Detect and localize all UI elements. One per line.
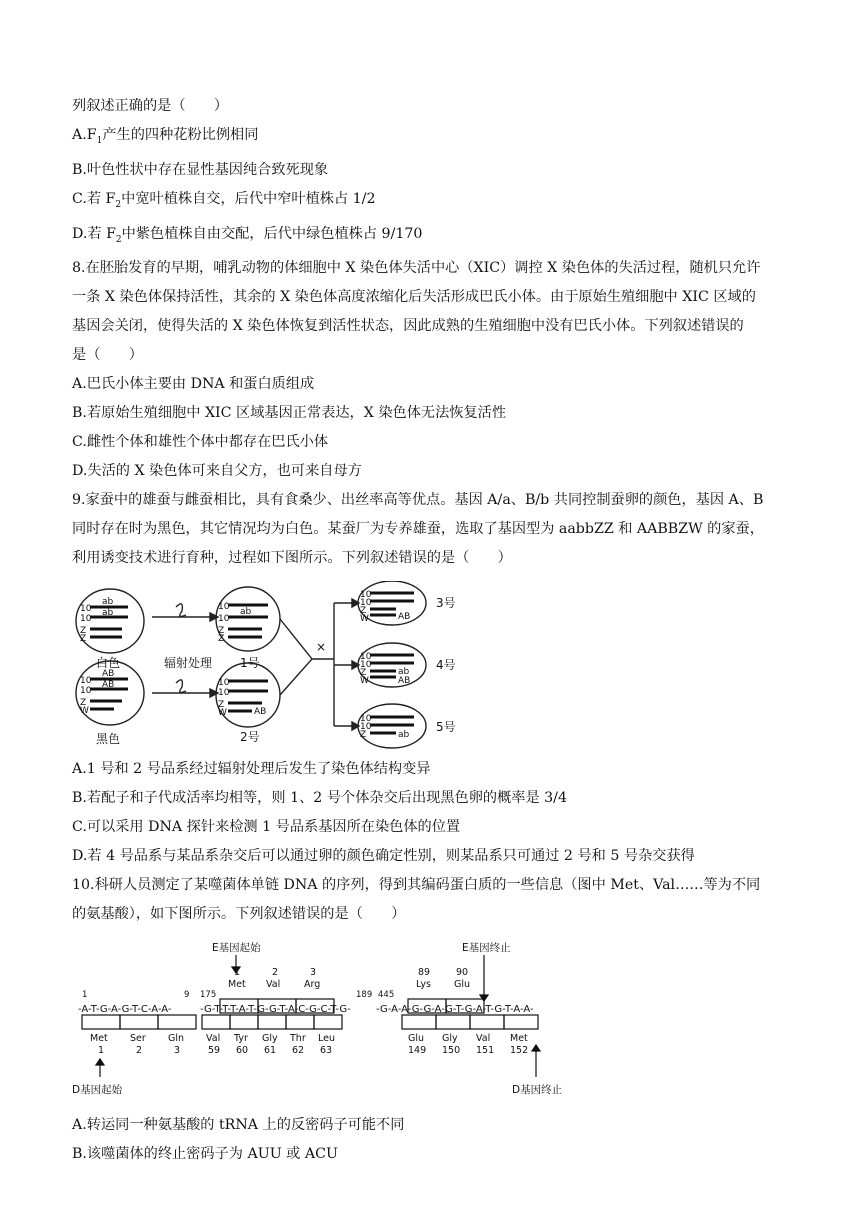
gene-label: AB	[398, 612, 411, 623]
chromosome-label: 10	[360, 714, 372, 725]
q8-option-c: C.雌性个体和雄性个体中都存在巴氏小体	[72, 434, 329, 451]
strain-1-label: 1号	[240, 656, 260, 671]
q8-option-a: A.巴氏小体主要由 DNA 和蛋白质组成	[72, 376, 315, 393]
sex-chromosome-label: W	[80, 706, 89, 717]
chromosome-label: 10	[360, 722, 372, 733]
gene-label: AB	[102, 680, 115, 691]
chromosome-label: 10	[218, 678, 230, 689]
sequence-position: 9	[184, 990, 190, 1001]
radiation-bolt-icon	[176, 604, 186, 617]
sex-chromosome-label: W	[360, 614, 369, 625]
sequence-position: 175	[200, 990, 217, 1001]
d-aa-number: 2	[136, 1045, 143, 1057]
e-aa-number: 3	[310, 967, 317, 979]
q10-stem-line: 的氨基酸），如下图所示。下列叙述错误的是（ ）	[72, 906, 406, 923]
chromosome-label: 10	[218, 614, 230, 625]
q7-option-b: B.叶色性状中存在显性基因纯合致死现象	[72, 161, 329, 178]
silkworm-breeding-figure	[72, 581, 800, 749]
strain-2-label: 2号	[240, 730, 260, 745]
d-aa-name: Met	[90, 1033, 108, 1045]
dna-sequence-segment-1: -A-T-G-A-G-T-C-A-A-	[78, 1004, 172, 1016]
sex-chromosome-label: Z	[360, 730, 367, 741]
d-aa-name: Gly	[262, 1033, 278, 1045]
q7-stem-tail: 列叙述正确的是（ ）	[72, 98, 229, 114]
q8-stem-line: 一条 X 染色体保持活性，其余的 X 染色体高度浓缩化后失活形成巴氏小体。由于原始生殖细胞中 XIC 区域的	[72, 289, 756, 306]
q8-stem-line: 基因会关闭，使得失活的 X 染色体恢复到活性状态，因此成熟的生殖细胞中没有巴氏小体。下列叙述错误的	[72, 318, 744, 335]
chromosome-label: 10	[80, 614, 92, 625]
q9-stem-line: 利用诱变技术进行育种，过程如下图所示。下列叙述错误的是（ ）	[72, 550, 512, 567]
q8-stem-line: 是（ ）	[72, 347, 143, 364]
sequence-position: 445	[378, 990, 395, 1001]
strain-4-label: 4号	[436, 658, 456, 673]
d-aa-name: Val	[476, 1033, 491, 1045]
q7-option-a: $A.F_1$产生的四种花粉比例相同	[72, 127, 259, 146]
e-aa-number: 2	[272, 967, 279, 979]
sequence-position: 189	[356, 990, 373, 1001]
exam-page	[72, 92, 800, 1169]
e-aa-name: Met	[228, 979, 246, 991]
strain-3-label: 3号	[436, 596, 456, 611]
sex-chromosome-label: Z	[360, 668, 367, 679]
sex-chromosome-label: Z	[218, 626, 225, 637]
sex-chromosome-label: W	[218, 708, 227, 719]
sex-chromosome-label: W	[360, 676, 369, 687]
e-gene-start-label: E基因起始	[212, 942, 261, 955]
phage-dna-figure	[72, 937, 800, 1105]
chromosome-label: 10	[80, 676, 92, 687]
d-gene-start-label: D基因起始	[72, 1084, 123, 1097]
gene-label: AB	[398, 676, 411, 687]
q10-option-b: B.该噬菌体的终止密码子为 AUU 或 ACU	[72, 1146, 338, 1163]
d-aa-number: 60	[236, 1045, 249, 1057]
sex-chromosome-label: Z	[360, 606, 367, 617]
d-gene-end-label: D基因终止	[512, 1084, 563, 1097]
chromosome-label: 10	[80, 686, 92, 697]
gene-label: AB	[102, 669, 115, 680]
d-aa-number: 152	[510, 1045, 529, 1057]
d-aa-name: Met	[510, 1033, 528, 1045]
silkworm-breeding-diagram	[72, 581, 632, 749]
sex-chromosome-label: Z	[80, 626, 87, 637]
d-aa-number: 151	[476, 1045, 495, 1057]
sex-chromosome-label: Z	[218, 634, 225, 645]
q10-option-a: A.转运同一种氨基酸的 tRNA 上的反密码子可能不同	[72, 1117, 405, 1134]
d-aa-name: Gln	[168, 1033, 185, 1045]
q8-stem-line: 8.在胚胎发育的早期，哺乳动物的体细胞中 X 染色体失活中心（XIC）调控 X 染色体的失活过程，随机只允许	[72, 260, 761, 277]
gene-label: AB	[254, 707, 267, 718]
dna-sequence-segment-3: -G-A-A-G-G-A-G-T-G-A-T-G-T-A-A-	[376, 1004, 534, 1016]
q9-option-d: D.若 4 号品系与某品系杂交后可以通过卵的颜色确定性别，则某品系只可通过 2 号和 5 号杂交获得	[72, 848, 695, 865]
radiation-label: 辐射处理	[164, 656, 213, 671]
d-aa-number: 3	[174, 1045, 181, 1057]
white-label: 白色	[96, 656, 121, 671]
sequence-position: 1	[82, 990, 88, 1001]
q9-option-b: B.若配子和子代成活率均相等，则 1、2 号个体杂交后出现黑色卵的概率是 3/4	[72, 790, 567, 807]
phage-dna-diagram	[72, 937, 632, 1105]
q10-stem-line: 10.科研人员测定了某噬菌体单链 DNA 的序列，得到其编码蛋白质的一些信息（图中 Met、Val……等为不同	[72, 877, 761, 894]
chromosome-label: 10	[218, 602, 230, 613]
q8-option-b: B.若原始生殖细胞中 XIC 区域基因正常表达，X 染色体无法恢复活性	[72, 405, 507, 422]
e-aa-number: 90	[456, 967, 469, 979]
q9-option-c: C.可以采用 DNA 探针来检测 1 号品系基因所在染色体的位置	[72, 819, 461, 836]
d-aa-number: 149	[408, 1045, 427, 1057]
d-aa-number: 59	[208, 1045, 221, 1057]
e-aa-number: 89	[418, 967, 431, 979]
e-gene-end-label: E基因终止	[462, 942, 511, 955]
black-label: 黑色	[96, 732, 121, 747]
d-aa-name: Gly	[442, 1033, 458, 1045]
sex-chromosome-label: Z	[218, 700, 225, 711]
sex-chromosome-label: Z	[80, 634, 87, 645]
e-aa-name: Val	[266, 979, 281, 991]
gene-label: ab	[398, 730, 410, 741]
chromosome-label: 10	[218, 688, 230, 699]
gene-label: ab	[102, 597, 114, 608]
q9-option-a: A.1 号和 2 号品系经过辐射处理后发生了染色体结构变异	[72, 761, 431, 778]
e-aa-number: 1	[234, 967, 241, 979]
cross-symbol: ×	[316, 640, 327, 655]
gene-label: ab	[240, 607, 252, 618]
q7-option-c: C.若 $F_2$中宽叶植株自交，后代中窄叶植株占 1/2	[72, 190, 376, 210]
q7-option-d: D.若 $F_2$中紫色植株自由交配，后代中绿色植株占 9/170	[72, 225, 423, 245]
d-aa-number: 61	[264, 1045, 277, 1057]
d-aa-name: Leu	[318, 1033, 335, 1045]
chromosome-label: 10	[360, 660, 372, 671]
q9-stem-line: 9.家蚕中的雄蚕与雌蚕相比，具有食桑少、出丝率高等优点。基因 A/a、B/b 共同控制蚕卵的颜色，基因 A、B	[72, 492, 764, 509]
q9-stem-line: 同时存在时为黑色，其它情况均为白色。某蚕厂为专养雄蚕，选取了基因型为 aabbZZ 和 AABBZW 的家蚕，	[72, 521, 764, 538]
chromosome-label: 10	[80, 604, 92, 615]
d-aa-name: Glu	[408, 1033, 425, 1045]
d-aa-number: 62	[292, 1045, 305, 1057]
d-aa-number: 63	[320, 1045, 333, 1057]
e-aa-name: Lys	[416, 979, 431, 991]
gene-label: ab	[102, 608, 114, 619]
d-aa-name: Val	[206, 1033, 221, 1045]
strain-5-label: 5号	[436, 720, 456, 735]
e-aa-name: Arg	[304, 979, 321, 991]
d-aa-name: Ser	[130, 1033, 146, 1045]
d-aa-number: 1	[98, 1045, 105, 1057]
radiation-bolt-icon	[176, 680, 186, 693]
chromosome-label: 10	[360, 652, 372, 663]
chromosome-label: 10	[360, 590, 372, 601]
q8-option-d: D.失活的 X 染色体可来自父方，也可来自母方	[72, 463, 362, 480]
d-aa-name: Thr	[290, 1033, 306, 1045]
gene-label: ab	[398, 667, 410, 678]
sex-chromosome-label: Z	[80, 698, 87, 709]
d-aa-name: Tyr	[234, 1033, 248, 1045]
d-aa-number: 150	[442, 1045, 461, 1057]
dna-sequence-segment-2: -G-T-T-T-A-T-G-G-T-A-C-G-C-T-G-	[200, 1004, 351, 1016]
chromosome-label: 10	[360, 598, 372, 609]
e-aa-name: Glu	[454, 979, 471, 991]
